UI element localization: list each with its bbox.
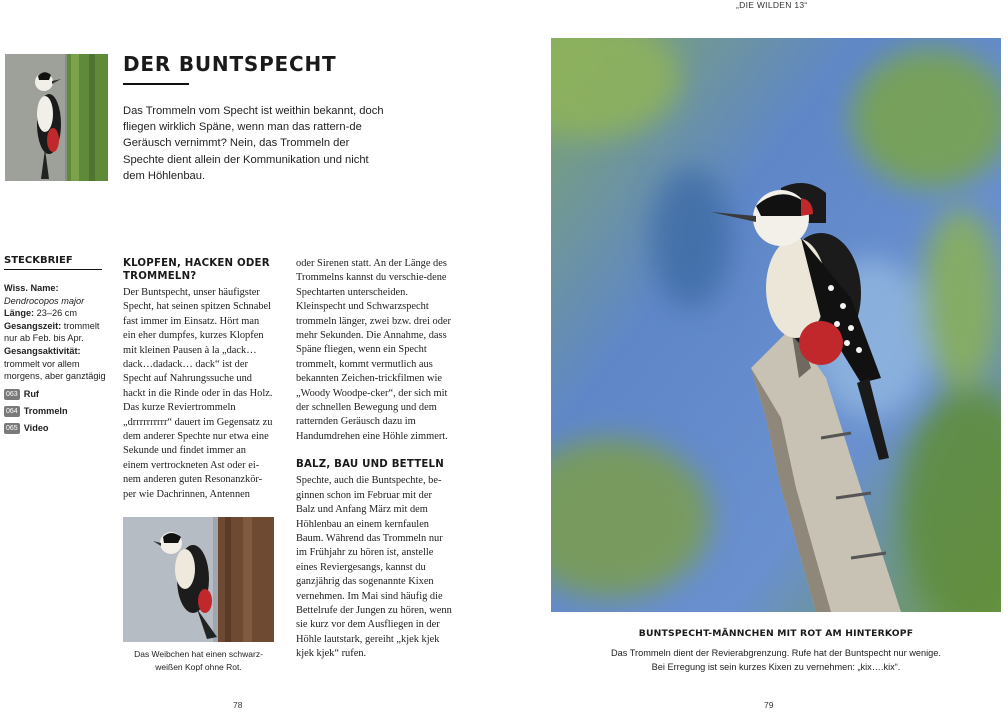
page-number-right: 79 — [764, 700, 774, 710]
gesangsaktivitaet-key: Gesangsaktivität: — [4, 345, 81, 356]
text-column-2 — [296, 257, 452, 662]
woodpecker-thumbnail-photo — [5, 54, 108, 181]
female-photo-caption: Das Weibchen hat einen schwarz-weißen Kopf ohne Rot. — [134, 649, 263, 672]
media-number-tag: 063 — [6, 390, 18, 398]
photo-caption-text — [551, 647, 1001, 674]
section-heading-klopfen: KLOPFEN, HACKEN ODER TROMMELN? — [123, 258, 270, 282]
running-head: „DIE WILDEN 13“ — [736, 0, 808, 10]
photo-caption-line-2: Bei Erregung ist sein kurzes Kixen zu vernehmen: „kix….kix“. — [651, 661, 901, 672]
section-text-balz: Spechte, auch die Buntspechte, be-ginnen schon im Februar mit der Balz und Anfang März mit dem Höhlenbau an einem kernfaulen Baum. Während das Trommeln nur im Frühjahr zu hören ist, anstelle eines Reviergesangs, kannst du ganzjährig das sogenannte Kixen vernehmen. Im Mai sind häufig die Bettelrufe der Jungen zu hören, wenn sie kurz vor dem Ausfliegen in der Höhle lautstark, gereiht „kjek kjek kjek kjek“ rufen. — [296, 475, 452, 660]
media-number-tag: 064 — [6, 407, 18, 415]
steckbrief-body — [4, 282, 108, 437]
media-label: Video — [23, 422, 49, 433]
gesangszeit-key: Gesangszeit: — [4, 320, 62, 331]
media-label: Ruf — [23, 388, 39, 399]
gesangszeit-value: trommelt nur ab Feb. bis Apr. — [4, 320, 100, 344]
male-woodpecker-photo — [551, 38, 1001, 612]
section-heading-balz: BALZ, BAU UND BETTELN — [296, 459, 444, 471]
photo-caption-line-1: Das Trommeln dient der Revierabgrenzung. Rufe hat der Buntspecht nur wenige. — [611, 648, 941, 658]
section-text-klopfen: Der Buntspecht, unser häufigster Specht, hat seinen spitzen Schnabel fast immer im Einsatz. Hört man ein eher dumpfes, kurzes Klopfen mit kleinen Pausen à la „dack… dack…dadack… dack“ ist der Specht auf Nahrungssuche und hackt in die Rinde oder in das Holz. Das kurze Reviertrommeln „drrrrrrrrrr“ dauert im Gegensatz zu dem anderer Spechte nur etwa eine Sekunde und findet immer an einem vertrockneten Ast oder ei-nem anderen guten Resonanzkör-per wie Dachrinnen, Antennen — [123, 287, 273, 500]
media-links — [4, 386, 108, 437]
female-woodpecker-photo — [123, 517, 274, 642]
wiss-name-key: Wiss. Name: — [4, 283, 59, 293]
title-underline — [123, 83, 189, 85]
media-link-ruf[interactable] — [4, 386, 108, 403]
wiss-name-value: Dendrocopos major — [4, 295, 85, 306]
steckbrief-heading: STECKBRIEF — [4, 255, 102, 270]
intro-paragraph: Das Trommeln vom Specht ist weithin bekannt, doch fliegen wirklich Späne, wenn man das rattern-de Geräusch vernimmt? Nein, das Trommeln der Spechte dient allein der Kommunikation und nicht dem Höhlenbau. — [123, 105, 384, 182]
text-column-1 — [123, 257, 273, 502]
gesangsaktivitaet-value: trommelt vor allem morgens, aber ganztägig — [4, 358, 106, 382]
media-link-video[interactable] — [4, 420, 108, 437]
media-link-trommeln[interactable] — [4, 403, 108, 420]
media-label: Trommeln — [23, 405, 68, 416]
photo-caption-title: BUNTSPECHT-MÄNNCHEN MIT ROT AM HINTERKOPF — [638, 628, 914, 639]
laenge-key: Länge: — [4, 308, 35, 319]
laenge-value: 23–26 cm — [34, 308, 78, 319]
page-title: DER BUNTSPECHT — [123, 52, 337, 76]
column-2-continued-text: oder Sirenen statt. An der Länge des Trommelns kannst du verschie-dene Spechtarten unterscheiden. Kleinspecht und Schwarzspecht trommeln länger, zwei bzw. drei oder mehr Sekunden. Die Annahme, dass Späne fliegen, wenn ein Specht trommelt, kommt vermutlich aus bekannten Zeichen-trickfilmen wie „Woody Woodpe-cker“, der sich mit der schnellen Bewegung und dem ratternden Geräusch dazu im Handumdrehen eine Höhle zimmert. — [296, 258, 451, 442]
media-number-tag: 065 — [6, 424, 18, 432]
page-number-left: 78 — [233, 700, 243, 710]
